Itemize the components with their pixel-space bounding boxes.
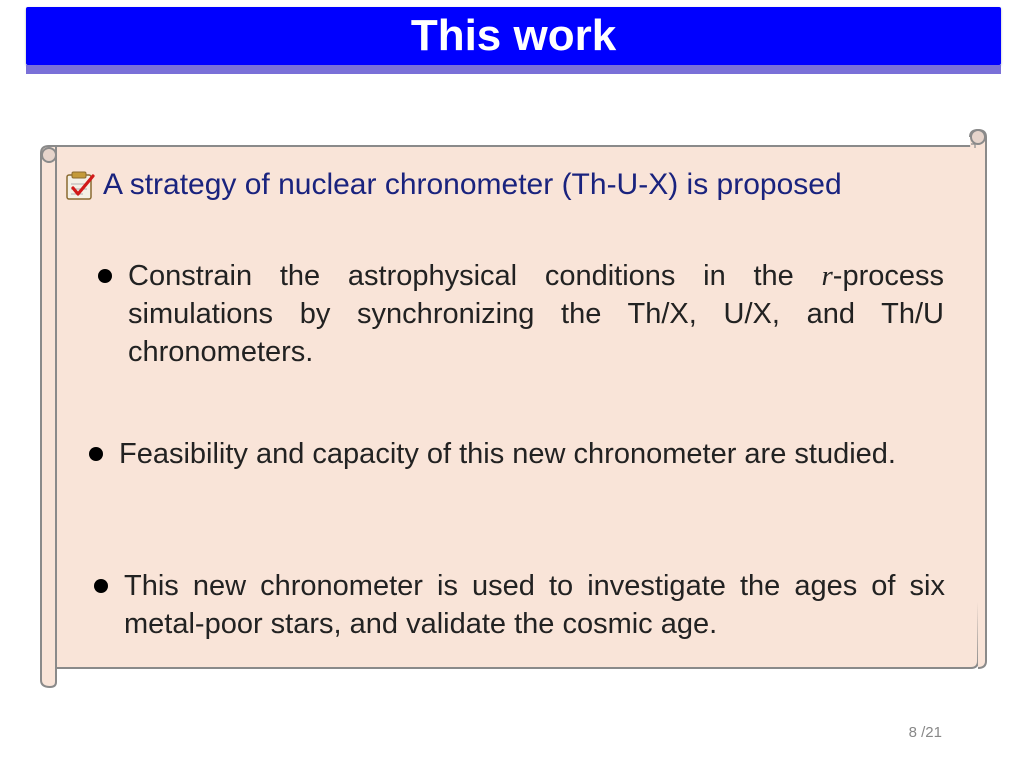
- bullet-text-1: Constrain the astrophysical conditions in the r-process simulations by synchronizing the Th/X, U/X, and Th/U chronometers.: [128, 260, 944, 368]
- bullet-text-2: Feasibility and capacity of this new chronometer are studied.: [119, 438, 896, 470]
- bullet-dot: [98, 269, 112, 283]
- slide-title: This work: [410, 11, 617, 60]
- bullet-item-3: [94, 567, 945, 643]
- headline: [63, 163, 842, 207]
- bullet-item-1: [98, 257, 944, 371]
- bullet-dot: [94, 579, 108, 593]
- headline-text: A strategy of nuclear chronometer (Th-U-X) is proposed: [103, 168, 842, 201]
- bullet-dot: [89, 447, 103, 461]
- clipboard-check-icon: [63, 168, 97, 202]
- bullet-text-3: This new chronometer is used to investigate the ages of six metal-poor stars, and validate the cosmic age.: [124, 570, 945, 640]
- bullet-item-2: [89, 435, 979, 473]
- page-number: 8 /21: [908, 724, 942, 741]
